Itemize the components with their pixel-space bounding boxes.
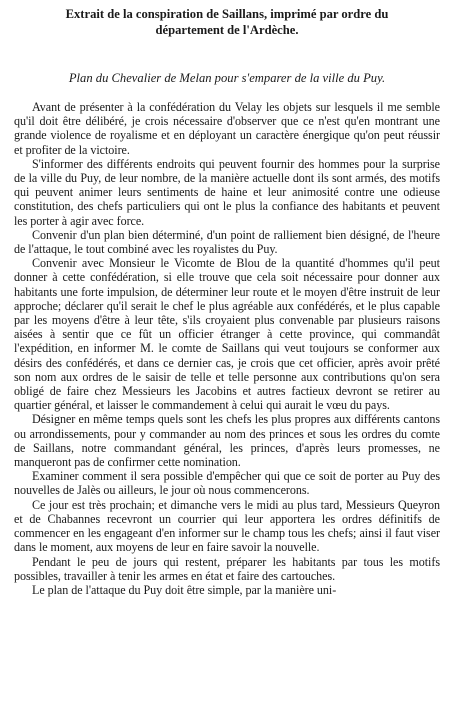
paragraph-9: Le plan de l'attaque du Puy doit être simple, par la manière uni-	[32, 582, 337, 597]
paragraph-8: Pendant le peu de jours qui restent, préparer les habitants par tous les motifs possibles, travailler à tenir les armes en état et faire des cartouches.	[14, 554, 440, 583]
paragraph-4: Convenir avec Monsieur le Vicomte de Blou de la quantité d'hommes qu'il peut donner à cette confédération, si elle trouve que cela soit nécessaire pour donner aux habitants une forte impulsion, de déterminer leur route et le moyen d'être instruit de leur approche; déclarer qu'il serait le chef le plus agréable aux confédérés, et le plus capable par les moyens d'être à leur tête, s'ils croyaient plus convenable par plusieurs raisons aisées à sentir que ce fût un officier étranger à cette province, qui commandât l'expédition, en informer M. le comte de Saillans qui veut toujours se conformer aux désirs des confédérés, et dans ce dernier cas, je crois que cet officier, après avoir prêté son nom aux ordres de le saisir de telle et telle personne aux contributions qu'on sera obligé de faire chez Messieurs les Jacobins et autres factieux devront se retirer au quartier général, et laisser le commandement à celui qui aurait le vœu du pays.	[14, 256, 440, 413]
paragraph-5: Désigner en même temps quels sont les chefs les plus propres aux différents cantons ou arrondissements, pour y commander au nom des princes et sous les ordres du comte de Saillans, notre commandant général, les princes, d'après leurs promesses, ne manqueront pas de confirmer cette nomination.	[14, 412, 440, 470]
heading-line-1: Extrait de la conspiration de Saillans, imprimé par ordre du	[65, 7, 389, 21]
paragraph-7: Ce jour est très prochain; et dimanche vers le midi au plus tard, Messieurs Queyron et de Chabannes recevront un courrier qui leur apportera les ordres définitifs de commencer en les engageant d'en informer sur le champ tous les chefs; ainsi il faut viser dans le moment, aux moyens de leur en faire savoir la nouvelle.	[14, 497, 440, 555]
paragraph-2: S'informer des différents endroits qui peuvent fournir des hommes pour la surprise de la ville du Puy, de leur nombre, de la manière actuelle dont ils sont armés, des motifs qui peuvent animer leurs sentiments de haine et leur animosité contre une odieuse constitution, des chefs particuliers qui ont le plus la confiance des habitants et peuvent les porter à agir avec force.	[14, 156, 440, 228]
paragraph-3: Convenir d'un plan bien déterminé, d'un point de ralliement bien désigné, de l'heure de l'attaque, le tout combiné avec les royalistes du Puy.	[14, 227, 440, 257]
heading-line-2: département de l'Ardèche.	[155, 23, 299, 37]
paragraph-6: Examiner comment il sera possible d'empêcher qui que ce soit de porter au Puy des nouvelles de Jalès ou ailleurs, le jour où nous commencerons.	[14, 469, 440, 498]
paragraph-1: Avant de présenter à la confédération du Velay les objets sur lesquels il me semble qu'il doit être délibéré, je crois nécessaire d'observer que ce n'est qu'en montrant une grande violence de royalisme et en déployant un caractère énergique qu'on peut réussir et profiter de la victoire.	[14, 100, 440, 157]
document-body	[14, 100, 440, 597]
document-subheading: Plan du Chevalier de Melan pour s'emparer de la ville du Puy.	[68, 71, 386, 85]
document-heading	[14, 6, 440, 38]
